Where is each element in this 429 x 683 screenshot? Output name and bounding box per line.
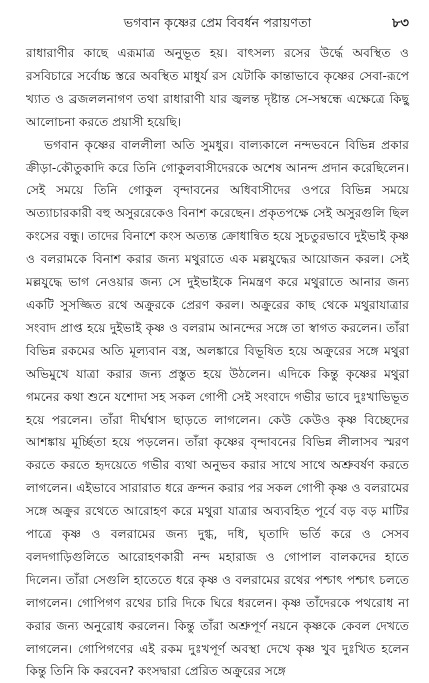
header-title: ভগবান কৃষ্ণের প্রেম বিবর্ধন পরায়ণতা: [123, 15, 312, 30]
page-number: ৮৩: [392, 16, 409, 31]
paragraph-2: ভগবান কৃষ্ণের বাললীলা অতি সুমধুর। বাল্যকালে নন্দভবনে বিভিন্ন প্রকার ক্রীড়া-কৌতুকাদি করে তিনি গোকুলবাসীদেরকে অশেষ আনন্দ প্রদান করেছিলেন। সেই সময়ে তিনি গোকুল বৃন্দাবনের অধিবাসীদের ওপরে বিভিন্ন সময়ে অত্যাচারকারী বহু অসুররেকেও বিনাশ করেছেন। প্রকৃতপক্ষে সেই অসুরগুলি ছিল কংসের বন্ধু। তাদের বিনাশে কংস অত্যন্ত ক্রোধান্বিত হয়ে সুচতুরভাবে দুইভাই কৃষ্ণ ও বলরামকে বিনাশ করার জন্য মথুরাতে এক মল্লযুদ্ধের আয়োজন করল। সেই মল্লযুদ্ধে ভাগ নেওয়ার জন্য সে দুইভাইকে নিমন্ত্রণ করে মথুরাতে আনার জন্য একটি সুসজ্জিত রথে অক্রুরকে প্রেরণ করল। অক্রুরের কাছ থেকে মথুরাযাত্রার সংবাদ প্রাপ্ত হয়ে দুইভাই কৃষ্ণ ও বলরাম আনন্দের সঙ্গে তা স্বাগত করলেন। তাঁরা বিভিন্ন রকমের অতি মূল্যবান বস্ত্র, অলঙ্কারে বিভূষিত হয়ে অক্রুরের সঙ্গে মথুরা অভিমুখে যাত্রা করার জন্য প্রস্তুত হয়ে উঠলেন। এদিকে কিন্তু কৃষ্ণের মথুরা গমনের কথা শুনে যশোদা সহ সকল গোপী সেই সংবাদে গভীর ভাবে দুঃখাভিভূত হয়ে পরলেন। তাঁরা দীর্ঘশ্বাস ছাড়তে লাগলেন। কেউ কেউও কৃষ্ণ বিচ্ছেদের আশঙ্কায় মূর্চ্ছিতা হয়ে পড়লেন। তাঁরা কৃষ্ণের বৃন্দাবনের বিভিন্ন লীলাসব স্মরণ করতে করতে হৃদয়েতে গভীর ব্যথা অনুভব করার সাথে সাথে অশ্রুবর্ষণ করতে লাগলেন। এইভাবে সারারাত ধরে ক্রন্দন করার পর সকল গোপী কৃষ্ণ ও বলরামের সঙ্গে অক্রুর রথেতে আরোহণ করে মথুরা যাত্রার অব্যবহিত পূর্বে বড় বড় মাটির পাত্রে কৃষ্ণ ও বলরামের জন্য দুগ্ধ, দধি, ঘৃতাদি ভর্তি করে ও সেসব বলদগাড়িগুলিতে আরোহণকারী নন্দ মহারাজ ও গোপাল বালকদের হাতে দিলেন। তাঁরা সেগুলি হাতেতে ধরে কৃষ্ণ ও বলরামের রথের পশ্চাৎ পশ্চাৎ চলতে লাগলেন। গোপিগণ রথের চারি দিকে ঘিরে ধরলেন। কৃষ্ণ তাঁদেরকে পথরোধ না করার জন্য অনুরোধ করলেন। কিন্তু তাঁরা অশ্রুপূর্ণ নয়নে কৃষ্ণকে কেবল দেখতে লাগলেন। গোপিগণের এই রকম দুঃখপূর্ণ অবস্থা দেখে কৃষ্ণ খুব দুঃখিত হলেন কিন্তু তিনি কি করবেন? কংসদ্বারা প্রেরিত অক্রুরের সঙ্গে: [26, 137, 409, 679]
body-text: [26, 42, 409, 683]
paragraph-1: রাধারাণীর কাছে এরূমাত্র অনুভূত হয়। বাৎসল্য রসের উর্দ্ধে অবস্থিত ও রসবিচারে সর্বোচ্চ স্তরে অবস্থিত মাধুর্য রস যেটাকি কান্তাভাবে কৃষ্ণের সেবা-রূপে খ্যাত ও ব্রজললনাগণ তথা রাধারাণী যার জ্বলন্ত দৃষ্টান্ত সে-সম্বন্ধে এক্ষেত্রে কিছু আলোচনা করতে প্রয়াসী হয়েছি।: [26, 46, 409, 129]
running-header: [26, 14, 409, 36]
